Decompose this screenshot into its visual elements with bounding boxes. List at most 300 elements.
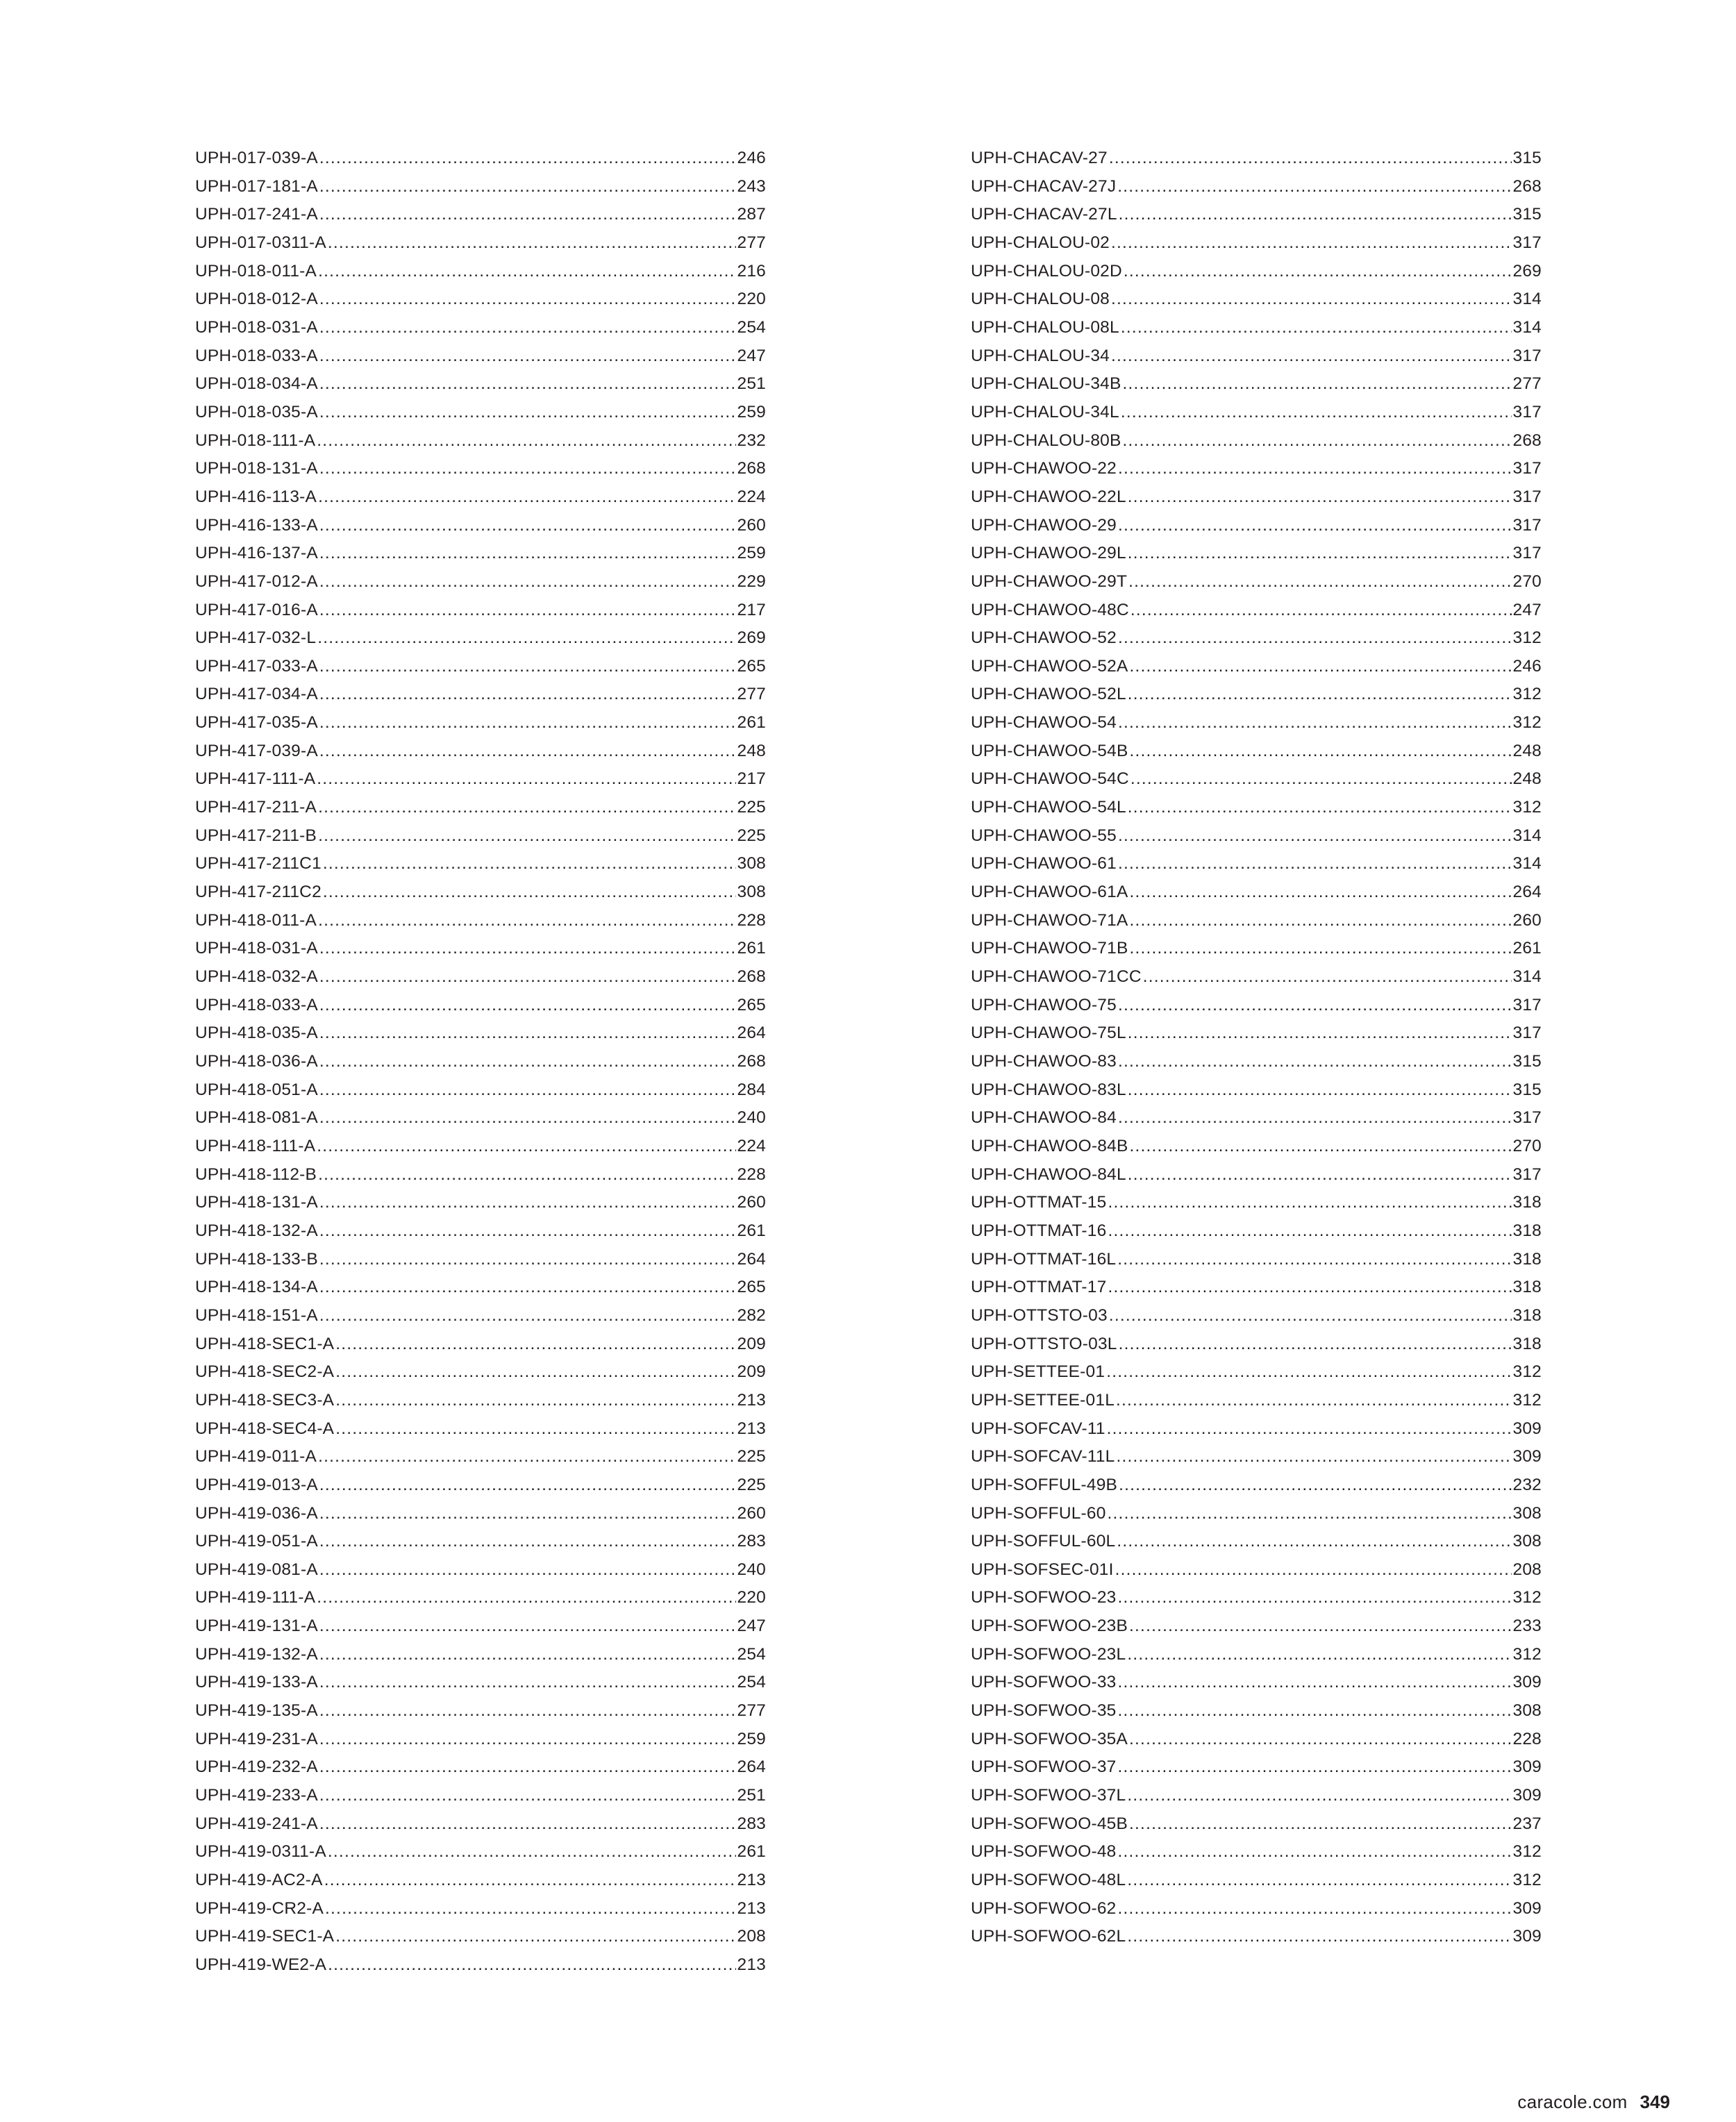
entry-page-number: 317 <box>1512 515 1542 535</box>
index-entry <box>195 1387 766 1415</box>
dot-leader <box>1118 455 1512 483</box>
index-entry <box>971 1161 1542 1189</box>
entry-code: UPH-417-039-A <box>195 741 318 760</box>
entry-page-number: 317 <box>1512 1108 1542 1128</box>
entry-code: UPH-CHAWOO-52 <box>971 628 1117 648</box>
dot-leader <box>1118 512 1512 540</box>
entry-code: UPH-018-012-A <box>195 290 318 309</box>
entry-page-number: 277 <box>737 233 766 252</box>
entry-page-number: 318 <box>1512 1221 1542 1240</box>
entry-page-number: 284 <box>737 1080 766 1099</box>
entry-page-number: 312 <box>1512 1871 1542 1890</box>
dot-leader <box>328 1838 736 1866</box>
entry-code: UPH-418-032-A <box>195 967 318 987</box>
entry-code: UPH-418-036-A <box>195 1052 318 1071</box>
index-entry <box>971 1528 1542 1556</box>
index-entry <box>195 1273 766 1302</box>
entry-code: UPH-418-SEC3-A <box>195 1390 335 1410</box>
entry-code: UPH-SOFWOO-23B <box>971 1616 1128 1636</box>
index-entry <box>195 1838 766 1866</box>
index-entry <box>971 370 1542 399</box>
dot-leader <box>335 1415 735 1444</box>
dot-leader <box>1118 1584 1512 1612</box>
entry-code: UPH-CHAWOO-75 <box>971 995 1117 1014</box>
dot-leader <box>319 1782 736 1810</box>
dot-leader <box>324 1866 736 1895</box>
entry-page-number: 314 <box>1512 826 1542 845</box>
dot-leader <box>319 1697 736 1726</box>
dot-leader <box>318 1161 735 1189</box>
dot-leader <box>319 653 736 681</box>
dot-leader <box>317 765 735 794</box>
entry-code: UPH-418-033-A <box>195 995 318 1014</box>
entry-code: UPH-419-AC2-A <box>195 1871 323 1890</box>
index-entry <box>195 342 766 371</box>
entry-code: UPH-CHALOU-08 <box>971 290 1110 309</box>
dot-leader <box>319 314 736 342</box>
footer-page-number: 349 <box>1639 2091 1670 2112</box>
dot-leader <box>1128 1019 1512 1048</box>
entry-page-number: 260 <box>737 1503 766 1523</box>
entry-page-number: 261 <box>737 1842 766 1862</box>
index-entry <box>195 680 766 709</box>
entry-page-number: 209 <box>737 1334 766 1353</box>
dot-leader <box>319 201 736 229</box>
entry-page-number: 314 <box>1512 854 1542 874</box>
entry-page-number: 213 <box>737 1871 766 1890</box>
entry-code: UPH-419-SEC1-A <box>195 1927 335 1946</box>
index-entry <box>195 624 766 653</box>
dot-leader <box>319 399 736 427</box>
index-entry <box>195 1951 766 1980</box>
index-entry <box>971 1726 1542 1754</box>
dot-leader <box>1118 709 1512 737</box>
dot-leader <box>319 540 736 568</box>
entry-code: UPH-CHAWOO-84 <box>971 1108 1117 1128</box>
index-entry <box>195 1246 766 1274</box>
index-entry <box>971 1302 1542 1330</box>
entry-page-number: 317 <box>1512 1164 1542 1184</box>
index-entry <box>971 1753 1542 1782</box>
entry-code: UPH-418-011-A <box>195 910 317 930</box>
index-entry <box>195 935 766 963</box>
index-entry <box>971 1641 1542 1669</box>
dot-leader <box>1128 568 1511 596</box>
dot-leader <box>319 285 736 314</box>
dot-leader <box>1118 1895 1512 1923</box>
entry-code: UPH-417-211C1 <box>195 854 322 874</box>
entry-code: UPH-418-SEC1-A <box>195 1334 335 1353</box>
dot-leader <box>319 1471 736 1500</box>
dot-leader <box>319 1189 736 1217</box>
entry-page-number: 308 <box>1512 1701 1542 1721</box>
entry-page-number: 254 <box>737 1644 766 1664</box>
dot-leader <box>318 258 735 286</box>
entry-page-number: 314 <box>1512 290 1542 309</box>
index-entry <box>971 822 1542 851</box>
dot-leader <box>335 1923 735 1951</box>
entry-code: UPH-417-211C2 <box>195 883 322 902</box>
entry-page-number: 265 <box>737 1278 766 1297</box>
dot-leader <box>1111 285 1512 314</box>
index-entry <box>195 258 766 286</box>
entry-code: UPH-CHAWOO-71B <box>971 939 1128 958</box>
index-entry <box>971 1782 1542 1810</box>
entry-code: UPH-CHACAV-27 <box>971 149 1108 167</box>
index-entry <box>971 1810 1542 1839</box>
entry-page-number: 312 <box>1512 685 1542 704</box>
index-entry <box>195 1584 766 1612</box>
dot-leader <box>319 737 736 766</box>
entry-page-number: 317 <box>1512 459 1542 478</box>
dot-leader <box>319 1500 736 1528</box>
index-entry <box>195 1556 766 1585</box>
entry-page-number: 317 <box>1512 487 1542 506</box>
entry-page-number: 237 <box>1512 1814 1542 1833</box>
index-entry <box>971 709 1542 737</box>
dot-leader <box>319 1612 736 1641</box>
index-entry <box>195 1641 766 1669</box>
entry-page-number: 312 <box>1512 798 1542 817</box>
dot-leader <box>1118 1838 1512 1866</box>
dot-leader <box>319 596 736 625</box>
entry-page-number: 224 <box>737 1136 766 1155</box>
index-entry <box>195 1726 766 1754</box>
dot-leader <box>1108 1273 1511 1302</box>
dot-leader <box>1116 1443 1511 1471</box>
entry-page-number: 282 <box>737 1305 766 1325</box>
index-entry <box>195 794 766 822</box>
entry-code: UPH-017-0311-A <box>195 233 326 252</box>
entry-page-number: 254 <box>737 317 766 337</box>
entry-page-number: 318 <box>1512 1278 1542 1297</box>
entry-code: UPH-419-232-A <box>195 1757 318 1777</box>
entry-page-number: 317 <box>1512 233 1542 252</box>
entry-code: UPH-417-032-L <box>195 628 317 648</box>
dot-leader <box>319 1048 736 1076</box>
dot-leader <box>1109 1302 1512 1330</box>
dot-leader <box>1117 173 1511 201</box>
dot-leader <box>1130 596 1512 625</box>
dot-leader <box>319 1302 736 1330</box>
index-entry <box>971 878 1542 907</box>
entry-page-number: 318 <box>1512 1193 1542 1212</box>
entry-code: UPH-SETTEE-01 <box>971 1362 1105 1382</box>
entry-code: UPH-416-113-A <box>195 487 317 506</box>
entry-page-number: 317 <box>1512 544 1542 563</box>
entry-page-number: 312 <box>1512 1842 1542 1862</box>
entry-code: UPH-418-131-A <box>195 1193 318 1212</box>
index-entry <box>971 427 1542 456</box>
index-entry <box>195 1669 766 1697</box>
dot-leader <box>1116 1387 1511 1415</box>
index-entry <box>971 540 1542 568</box>
entry-code: UPH-018-031-A <box>195 317 318 337</box>
entry-code: UPH-419-011-A <box>195 1447 317 1467</box>
entry-code: UPH-419-CR2-A <box>195 1898 324 1918</box>
dot-leader <box>1123 427 1512 456</box>
entry-page-number: 213 <box>737 1898 766 1918</box>
dot-leader <box>1128 483 1512 512</box>
index-entry <box>195 1217 766 1246</box>
dot-leader <box>1118 1697 1512 1726</box>
dot-leader <box>1129 1810 1511 1839</box>
entry-code: UPH-CHALOU-34B <box>971 374 1121 394</box>
entry-code: UPH-018-111-A <box>195 431 316 450</box>
entry-code: UPH-CHALOU-80B <box>971 431 1121 450</box>
dot-leader <box>319 173 736 201</box>
index-entry <box>195 992 766 1020</box>
entry-code: UPH-CHACAV-27J <box>971 176 1117 196</box>
dot-leader <box>1127 1866 1511 1895</box>
entry-code: UPH-CHALOU-02D <box>971 261 1122 281</box>
index-entry <box>195 370 766 399</box>
index-entry <box>195 1753 766 1782</box>
index-entry <box>195 1810 766 1839</box>
index-entry <box>971 765 1542 794</box>
dot-leader <box>1128 680 1512 709</box>
index-entry <box>195 1076 766 1105</box>
entry-page-number: 247 <box>737 1616 766 1636</box>
index-entry <box>195 878 766 907</box>
index-entry <box>971 1500 1542 1528</box>
index-entry <box>971 568 1542 596</box>
entry-code: UPH-018-035-A <box>195 402 318 421</box>
entry-page-number: 213 <box>737 1390 766 1410</box>
entry-page-number: 317 <box>1512 402 1542 421</box>
entry-code: UPH-SOFWOO-45B <box>971 1814 1128 1833</box>
entry-page-number: 309 <box>1512 1786 1542 1805</box>
entry-page-number: 260 <box>737 1193 766 1212</box>
entry-code: UPH-419-081-A <box>195 1560 318 1579</box>
dot-leader <box>1127 1641 1511 1669</box>
entry-code: UPH-417-035-A <box>195 713 318 733</box>
dot-leader <box>317 427 735 456</box>
index-entry <box>195 1782 766 1810</box>
entry-page-number: 259 <box>737 402 766 421</box>
entry-page-number: 312 <box>1512 713 1542 733</box>
index-entry <box>195 737 766 766</box>
entry-code: UPH-017-039-A <box>195 149 318 167</box>
entry-page-number: 308 <box>1512 1532 1542 1551</box>
entry-code: UPH-OTTMAT-16 <box>971 1221 1107 1240</box>
dot-leader <box>1127 1923 1511 1951</box>
dot-leader <box>323 850 736 878</box>
index-entry <box>195 399 766 427</box>
dot-leader <box>319 935 736 963</box>
entry-page-number: 224 <box>737 487 766 506</box>
dot-leader <box>1108 1189 1511 1217</box>
entry-code: UPH-CHAWOO-52A <box>971 656 1128 676</box>
index-entry <box>195 1697 766 1726</box>
dot-leader <box>1106 1358 1511 1387</box>
dot-leader <box>319 1076 736 1105</box>
index-entry <box>971 794 1542 822</box>
entry-code: UPH-419-036-A <box>195 1503 318 1523</box>
entry-code: UPH-CHAWOO-83 <box>971 1052 1117 1071</box>
index-entry <box>971 1556 1542 1585</box>
index-entry <box>971 680 1542 709</box>
entry-page-number: 260 <box>737 515 766 535</box>
index-entry <box>971 1584 1542 1612</box>
entry-code: UPH-SOFWOO-33 <box>971 1673 1117 1692</box>
index-entry <box>195 540 766 568</box>
index-entry <box>971 1076 1542 1105</box>
entry-page-number: 248 <box>1512 741 1542 760</box>
dot-leader <box>1119 1330 1512 1359</box>
dot-leader <box>319 1528 736 1556</box>
entry-page-number: 220 <box>737 1588 766 1607</box>
entry-page-number: 213 <box>737 1419 766 1438</box>
dot-leader <box>318 794 735 822</box>
dot-leader <box>335 1330 735 1359</box>
dot-leader <box>1111 229 1512 258</box>
index-entry <box>195 1189 766 1217</box>
entry-code: UPH-417-111-A <box>195 769 316 789</box>
entry-page-number: 251 <box>737 374 766 394</box>
entry-code: UPH-SOFWOO-48 <box>971 1842 1117 1862</box>
index-entry <box>195 822 766 851</box>
entry-page-number: 314 <box>1512 317 1542 337</box>
index-entry <box>971 850 1542 878</box>
entry-code: UPH-SOFSEC-01I <box>971 1560 1114 1579</box>
index-entry <box>195 1330 766 1359</box>
dot-leader <box>319 963 736 992</box>
entry-code: UPH-CHAWOO-84L <box>971 1164 1126 1184</box>
entry-page-number: 268 <box>1512 176 1542 196</box>
entry-code: UPH-418-111-A <box>195 1136 316 1155</box>
dot-leader <box>1119 201 1512 229</box>
dot-leader <box>1130 737 1512 766</box>
index-entry <box>971 1358 1542 1387</box>
entry-code: UPH-018-011-A <box>195 261 317 281</box>
entry-page-number: 225 <box>737 826 766 845</box>
entry-code: UPH-417-034-A <box>195 685 318 704</box>
entry-code: UPH-SOFWOO-37 <box>971 1757 1117 1777</box>
entry-code: UPH-OTTSTO-03 <box>971 1305 1108 1325</box>
entry-page-number: 247 <box>1512 600 1542 619</box>
dot-leader <box>1130 935 1512 963</box>
entry-page-number: 268 <box>1512 431 1542 450</box>
entry-page-number: 225 <box>737 1475 766 1494</box>
dot-leader <box>1130 878 1512 907</box>
dot-leader <box>319 1641 736 1669</box>
entry-page-number: 260 <box>1512 910 1542 930</box>
entry-code: UPH-419-241-A <box>195 1814 318 1833</box>
index-entry <box>971 229 1542 258</box>
dot-leader <box>325 1895 735 1923</box>
entry-code: UPH-418-133-B <box>195 1249 318 1269</box>
dot-leader <box>319 1019 736 1048</box>
entry-page-number: 251 <box>737 1786 766 1805</box>
entry-code: UPH-SOFFUL-49B <box>971 1475 1118 1494</box>
entry-page-number: 317 <box>1512 995 1542 1014</box>
dot-leader <box>1118 1104 1512 1133</box>
index-entry <box>195 850 766 878</box>
entry-page-number: 268 <box>737 459 766 478</box>
index-entry <box>971 653 1542 681</box>
index-entry <box>971 173 1542 201</box>
entry-code: UPH-418-SEC2-A <box>195 1362 335 1382</box>
entry-page-number: 308 <box>1512 1503 1542 1523</box>
entry-code: UPH-CHAWOO-61A <box>971 883 1128 902</box>
dot-leader <box>319 1753 736 1782</box>
dot-leader <box>1130 1133 1512 1161</box>
entry-code: UPH-418-051-A <box>195 1080 318 1099</box>
page-footer <box>1517 2091 1670 2113</box>
entry-code: UPH-417-012-A <box>195 571 318 591</box>
entry-code: UPH-419-231-A <box>195 1729 318 1748</box>
entry-code: UPH-419-131-A <box>195 1616 318 1636</box>
dot-leader <box>317 624 735 653</box>
index-entry <box>195 765 766 794</box>
dot-leader <box>1118 1048 1512 1076</box>
index-entry <box>971 1104 1542 1133</box>
entry-code: UPH-CHAWOO-54L <box>971 798 1126 817</box>
entry-code: UPH-CHAWOO-61 <box>971 854 1117 874</box>
entry-page-number: 261 <box>1512 939 1542 958</box>
entry-page-number: 264 <box>1512 883 1542 902</box>
entry-page-number: 232 <box>737 431 766 450</box>
index-entry <box>195 1866 766 1895</box>
entry-page-number: 216 <box>737 261 766 281</box>
entry-code: UPH-017-241-A <box>195 205 318 224</box>
entry-code: UPH-419-135-A <box>195 1701 318 1721</box>
dot-leader <box>1130 765 1512 794</box>
entry-code: UPH-OTTMAT-15 <box>971 1193 1107 1212</box>
dot-leader <box>1111 342 1512 371</box>
entry-page-number: 315 <box>1512 1052 1542 1071</box>
entry-code: UPH-SOFWOO-62L <box>971 1927 1126 1946</box>
index-entry <box>971 1189 1542 1217</box>
entry-page-number: 243 <box>737 176 766 196</box>
entry-page-number: 309 <box>1512 1447 1542 1467</box>
entry-page-number: 232 <box>1512 1475 1542 1494</box>
index-entry <box>195 1923 766 1951</box>
entry-code: UPH-CHAWOO-83L <box>971 1080 1126 1099</box>
dot-leader <box>319 1104 736 1133</box>
entry-code: UPH-418-081-A <box>195 1108 318 1128</box>
index-column-left <box>195 144 766 1980</box>
index-entry <box>971 1133 1542 1161</box>
entry-code: UPH-419-133-A <box>195 1673 318 1692</box>
entry-page-number: 312 <box>1512 1362 1542 1382</box>
dot-leader <box>319 512 736 540</box>
dot-leader <box>319 992 736 1020</box>
entry-code: UPH-OTTSTO-03L <box>971 1334 1117 1353</box>
dot-leader <box>328 1951 735 1980</box>
entry-code: UPH-SOFCAV-11 <box>971 1419 1105 1438</box>
index-entry <box>195 1895 766 1923</box>
index-entry <box>195 1104 766 1133</box>
entry-code: UPH-419-233-A <box>195 1786 318 1805</box>
entry-code: UPH-419-132-A <box>195 1644 318 1664</box>
index-entry <box>971 1612 1542 1641</box>
entry-page-number: 309 <box>1512 1757 1542 1777</box>
entry-code: UPH-419-051-A <box>195 1532 318 1551</box>
entry-code: UPH-SOFWOO-35 <box>971 1701 1117 1721</box>
dot-leader <box>1108 1500 1512 1528</box>
dot-leader <box>319 1810 736 1839</box>
index-entry <box>195 512 766 540</box>
index-entry <box>195 1133 766 1161</box>
dot-leader <box>1107 1415 1512 1444</box>
entry-page-number: 261 <box>737 939 766 958</box>
entry-code: UPH-017-181-A <box>195 176 318 196</box>
entry-page-number: 268 <box>737 967 766 987</box>
entry-page-number: 259 <box>737 544 766 563</box>
entry-code: UPH-418-151-A <box>195 1305 318 1325</box>
